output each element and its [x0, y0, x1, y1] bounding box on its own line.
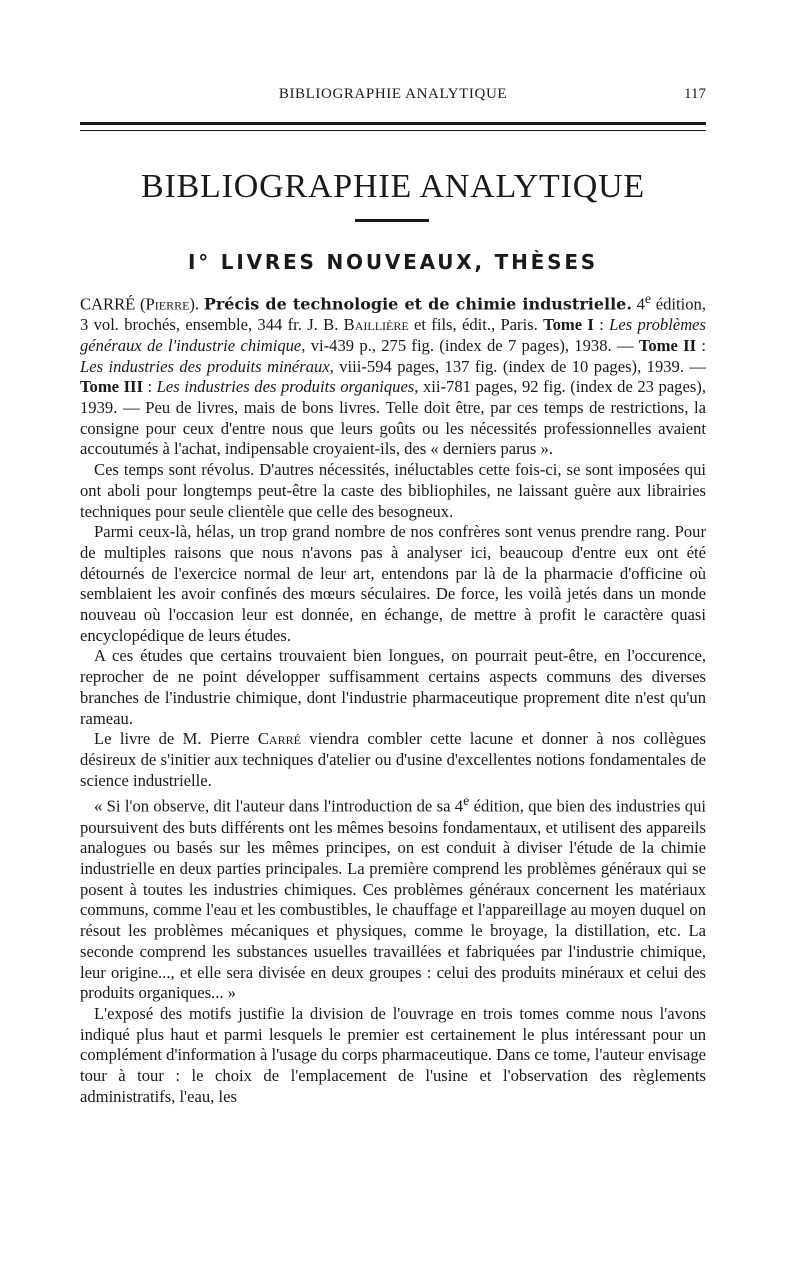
tome1-details: , vi-439 p., 275 fig. (index de 7 pages), 1938. —	[301, 335, 639, 355]
paragraph-5-end: viendra combler cette lacune et donner à nos collègues désireux de s'initier aux techniques d'atelier ou d'usine d'excellentes notions fondamentales de science industrielle.	[80, 729, 706, 790]
entry-edition-number: 4	[631, 294, 645, 314]
tome1-label: Tome I	[543, 315, 594, 335]
paragraph-5	[80, 729, 706, 791]
tome3-sep: :	[142, 377, 157, 397]
running-title: BIBLIOGRAPHIE ANALYTIQUE	[278, 86, 508, 102]
tome2-label: Tome II	[638, 335, 697, 355]
tome3-title: Les industries des produits organiques	[156, 377, 415, 397]
title-underline-rule	[355, 219, 429, 222]
main-title: BIBLIOGRAPHIE ANALYTIQUE	[140, 168, 646, 205]
entry-book-title: Précis de technologie et de chimie industrielle.	[203, 294, 632, 314]
paragraph-2: Ces temps sont révolus. D'autres nécessités, inéluctables cette fois-ci, se sont imposées qui ont aboli pour longtemps peut-être la caste des bibliophiles, ne laissant guère aux librairies techniques pour seule clientèle que celle des besogneux.	[80, 460, 706, 521]
entry-paragraph	[80, 289, 706, 460]
tome1-title: Les problèmes généraux de l'industrie chimique	[80, 315, 706, 355]
tome3-details-and-commentary: , xii-781 pages, 92 fig. (index de 23 pages), 1939. — Peu de livres, mais de bons livres. Telle doit être, par ces temps de restrictions, la consigne pour ceux d'entre nous que leurs goûts ou les nécessités professionnelles avaient accoutumés à l'achat, indipensable croyaient-ils, des « derniers parus ».	[80, 377, 706, 459]
tome3-label: Tome III	[80, 377, 143, 397]
paragraph-5-start: Le livre de M. Pierre	[94, 729, 258, 749]
entry-publisher: Baillière	[343, 315, 409, 335]
paragraph-4: A ces études que certains trouvaient bien longues, on pourrait peut-être, en l'occurence, reprocher de ne point développer suffisamment certains aspects communs des diverses branches de l'industrie chimique, dont l'industrie pharmaceutique proprement dite n'est qu'un rameau.	[80, 646, 706, 728]
review-text	[80, 289, 706, 1107]
running-header	[80, 84, 706, 108]
paragraph-7: L'exposé des motifs justifie la division de l'ouvrage en trois tomes comme nous l'avons indiqué plus haut et parmi lesquels le premier est certainement le plus intéressant pour un complément d'information à l'usage du corps pharmaceutique. Dans ce tome, l'auteur envisage tour à tour : le choix de l'emplacement de l'usine et l'observation des règlements administratifs, l'eau, les	[80, 1003, 706, 1106]
page-number: 117	[684, 86, 706, 102]
author-name-inline: Carré	[257, 729, 301, 749]
tome2-details: , viii-594 pages, 137 fig. (index de 10 pages), 1939. —	[329, 356, 706, 376]
section-title: I° LIVRES NOUVEAUX, THÈSES	[187, 250, 599, 274]
tome2-sep: :	[696, 335, 706, 355]
tome2-title: Les industries des produits minéraux	[80, 356, 330, 376]
quote-body: édition, que bien des industries qui poursuivent des buts différents ont les mêmes besoins fondamentaux, et utilisent des appareils analogues ou basés sur les mêmes principes, on est conduit à diviser l'étude de la chimie industrielle en deux parties principales. La première comprend les problèmes généraux qui se posent à toutes les industries chimiques. Ces problèmes généraux concernent les matériaux communs, comme l'eau et les combustibles, le chauffage et l'appareillage au moyen duquel on résout les problèmes mécaniques et physiques, comme le broyage, la distillation, etc. La seconde comprend les substances usuelles travaillées et fabriquées par l'industrie chimique, leur origine..., et elle sera divisée en deux groupes : celui des produits minéraux et celui des produits organiques... »	[80, 796, 706, 1003]
entry-edition-superscript: e	[644, 291, 652, 306]
header-double-rule	[80, 122, 706, 131]
quote-edition-superscript: e	[463, 793, 470, 809]
entry-details: édition, 3 vol. brochés, ensemble, 344 fr. J. B.	[80, 294, 706, 335]
paragraph-6-quote	[80, 791, 706, 1004]
tome1-sep: :	[593, 315, 610, 335]
entry-author: CARRÉ (Pierre).	[80, 294, 200, 314]
quote-start: « Si l'on observe, dit l'auteur dans l'introduction de sa 4	[94, 796, 464, 816]
paragraph-3: Parmi ceux-là, hélas, un trop grand nombre de nos confrères sont venus prendre rang. Pour de multiples raisons que nous n'avons pas à analyser ici, beaucoup d'entre eux ont été détournés de l'exercice normal de leur art, entendons par là de la pharmacie d'officine où semblaient les avoir confinés des mœurs séculaires. De force, les voilà jetés dans un monde nouveau où l'occasion leur est donnée, en échange, de mettre à profit le caractère quasi encyclopédique de leurs études.	[80, 522, 706, 645]
entry-publisher-place: et fils, édit., Paris.	[408, 315, 544, 335]
